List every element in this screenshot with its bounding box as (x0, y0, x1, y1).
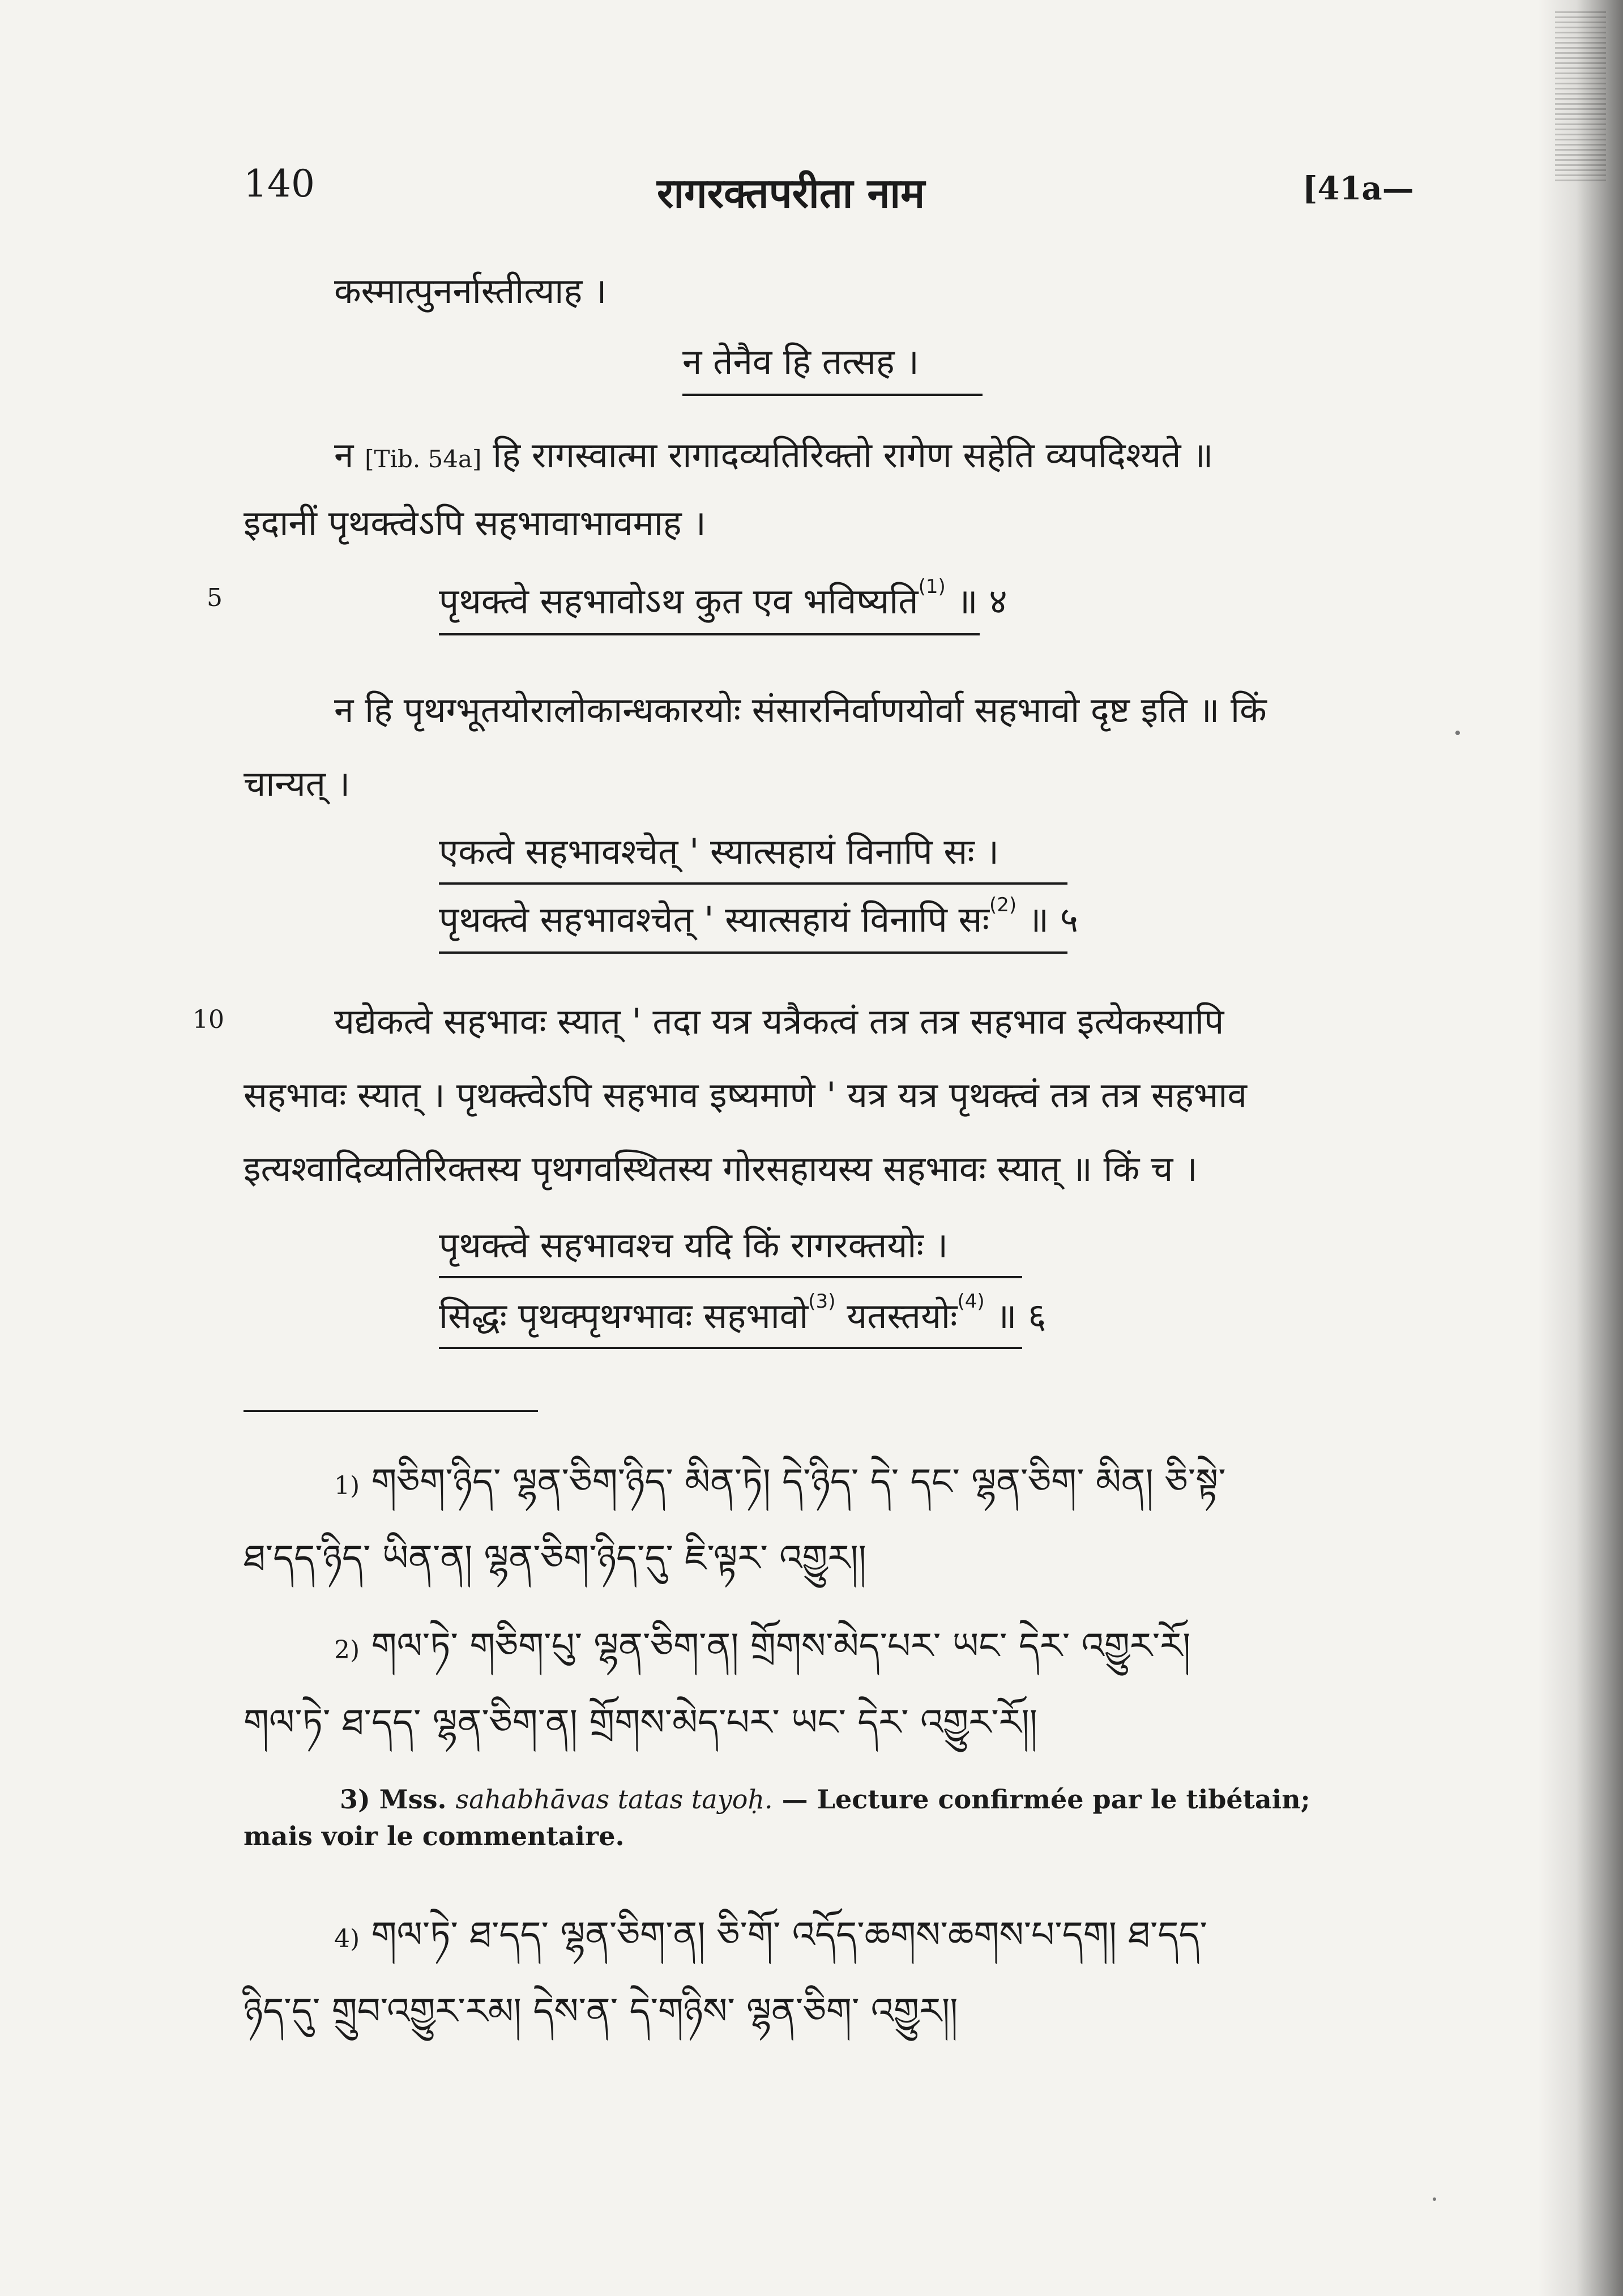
verse-2-text: पृथक्त्वे सहभावोऽथ कुत एव भविष्यति (439, 581, 919, 622)
scan-edge-shadow (1538, 0, 1623, 2296)
paragraph-5-line-2: सहभावः स्यात् । पृथक्त्वेऽपि सहभाव इष्यमाणे ' यत्र यत्र पृथक्त्वं तत्र तत्र सहभाव (244, 1074, 1247, 1116)
paragraph-2 (334, 430, 1213, 478)
footnote-1-text-1: གཅིག་ཉིད་ ལྷན་ཅིག་ཉིད་ མིན་ཏེ། དེ་ཉིད་ དེ་ དང་ ལྷན་ཅིག་ མིན། ཅི་སྟེ་ (371, 1461, 1226, 1503)
footnote-4-number: 4) (334, 1924, 360, 1953)
verse-2 (439, 577, 1007, 624)
scan-speck (1433, 2197, 1436, 2201)
footnote-3-mss: Mss. (379, 1784, 447, 1815)
footnote-separator (244, 1410, 538, 1412)
scan-speck (1455, 731, 1460, 735)
verse-3b-underline (439, 951, 1067, 954)
footnote-3-line-2: mais voir le commentaire. (244, 1821, 625, 1851)
running-title: रागरक्तपरीता नाम (657, 169, 925, 217)
verse-4a-underline (439, 1276, 1022, 1278)
footnote-marker-3: (3) (808, 1290, 836, 1313)
paragraph-3: इदानीं पृथक्त्वेऽपि सहभावाभावमाह । (244, 502, 706, 544)
verse-4a: पृथक्त्वे सहभावश्च यदि किं रागरक्तयोः । (439, 1224, 949, 1266)
verse-3b-number: ॥ ५ (1027, 899, 1078, 940)
footnote-3-number: 3) (340, 1784, 370, 1815)
footnote-marker-4: (4) (957, 1290, 985, 1313)
footnote-2-line-2: གལ་ཏེ་ ཐ་དད་ ལྷན་ཅིག་ན། གྲོགས་མེད་པར་ ཡང་ དེར་ འགྱུར་རོ།། (244, 1702, 1037, 1744)
verse-4b (439, 1291, 1046, 1339)
page-number: 140 (244, 162, 315, 206)
footnote-marker-2: (2) (989, 894, 1017, 916)
folio-reference: [41a— (1302, 170, 1414, 207)
verse-1-underline (682, 394, 983, 396)
paragraph-2-start: न (334, 434, 354, 476)
footnote-1-number: 1) (334, 1471, 360, 1500)
paragraph-5-line-1: यद्येकत्वे सहभावः स्यात् ' तदा यत्र यत्रैकत्वं तत्र तत्र सहभाव इत्येकस्यापि (334, 1001, 1224, 1042)
verse-1: न तेनैव हि तत्सह । (682, 341, 919, 382)
paragraph-1: कस्मात्पुनर्नास्तीत्याह । (334, 270, 607, 311)
footnote-3-comment: — Lecture confirmée par le tibétain; (781, 1784, 1310, 1815)
footnote-3-reading: sahabhāvas tatas tayoḥ. (455, 1784, 773, 1815)
verse-4b-underline (439, 1347, 1022, 1349)
verse-3a-underline (439, 882, 1067, 885)
verse-2-underline (439, 633, 980, 635)
footnote-4-line-2: ཉིད་དུ་ གྲུབ་འགྱུར་རམ། དེས་ན་ དེ་གཉིས་ ལྷན་ཅིག་ འགྱུར།། (244, 1991, 958, 2033)
scan-edge-texture (1555, 11, 1606, 181)
verse-2-number: ॥ ४ (956, 581, 1007, 622)
line-number-10: 10 (193, 1005, 224, 1034)
tibetan-page-reference: [Tib. 54a] (365, 445, 482, 473)
paragraph-4-line-2: चान्यत् । (244, 763, 351, 804)
verse-4b-start: सिद्धः पृथक्पृथग्भावः सहभावो (439, 1295, 809, 1337)
verse-3b (439, 895, 1078, 942)
footnote-4-text-1: གལ་ཏེ་ ཐ་དད་ ལྷན་ཅིག་ན། ཅི་གོ་ འདོད་ཆགས་ཆགས་པ་དག། ཐ་དད་ (371, 1914, 1207, 1956)
paragraph-5-line-3: इत्यश्वादिव्यतिरिक्तस्य पृथगवस्थितस्य गोरसहायस्य सहभावः स्यात् ॥ किं च । (244, 1148, 1198, 1189)
verse-3a: एकत्वे सहभावश्चेत् ' स्यात्सहायं विनापि सः । (439, 831, 1000, 872)
footnote-2-text-1: གལ་ཏེ་ གཅིག་པུ་ ལྷན་ཅིག་ན། གྲོགས་མེད་པར་ ཡང་ དེར་ འགྱུར་རོ། (371, 1625, 1191, 1667)
paragraph-4-line-1: न हि पृथग्भूतयोरालोकान्धकारयोः संसारनिर्वाणयोर्वा सहभावो दृष्ट इति ॥ किं (334, 689, 1267, 731)
verse-4b-mid: यतस्तयोः (847, 1295, 958, 1337)
line-number-5: 5 (207, 583, 223, 612)
verse-3b-text: पृथक्त्वे सहभावश्चेत् ' स्यात्सहायं विनापि सः (439, 899, 989, 940)
footnote-2-number: 2) (334, 1636, 360, 1665)
footnote-3-line-1 (340, 1784, 1310, 1815)
footnote-marker-1: (1) (918, 575, 946, 598)
footnote-1-line-2: ཐ་དད་ཉིད་ ཡིན་ན། ལྷན་ཅིག་ཉིད་དུ་ ཇི་ལྟར་ འགྱུར།། (244, 1538, 866, 1580)
verse-4b-number: ॥ ६ (996, 1295, 1047, 1337)
paragraph-2-rest: हि रागस्वात्मा रागादव्यतिरिक्तो रागेण सहेति व्यपदिश्यते ॥ (493, 434, 1214, 476)
